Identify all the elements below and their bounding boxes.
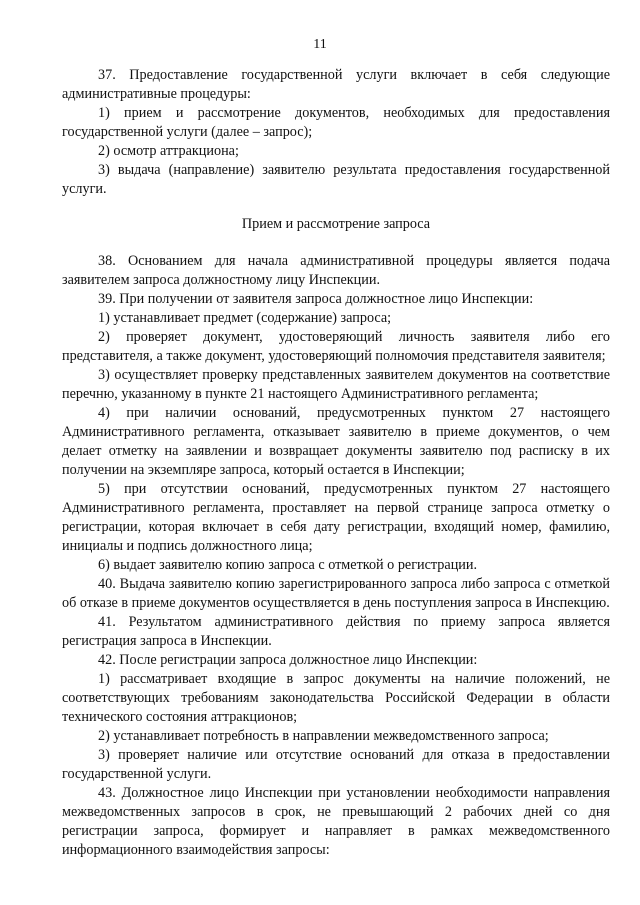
list-item-42-3: 3) проверяет наличие или отсутствие оснований для отказа в предоставлении государственной услуги.: [62, 747, 610, 782]
document-body: [62, 66, 610, 860]
list-item-39-5: 5) при отсутствии оснований, предусмотренных пунктом 27 настоящего Административного регламента, проставляет на первой странице запроса отметку о регистрации, которая включает в себя дату регистрации, входящий номер, фамилию, инициалы и подпись должностного лица;: [62, 481, 610, 554]
list-item-37-2: 2) осмотр аттракциона;: [98, 143, 239, 159]
page-number: 11: [313, 37, 327, 52]
paragraph-37: 37. Предоставление государственной услуги включает в себя следующие административные процедуры:: [62, 67, 610, 102]
list-item-39-1: 1) устанавливает предмет (содержание) запроса;: [98, 310, 392, 326]
list-item-39-3: 3) осуществляет проверку представленных заявителем документов на соответствие перечню, указанному в пункте 21 настоящего Административного регламента;: [62, 367, 610, 402]
paragraph-43: 43. Должностное лицо Инспекции при установлении необходимости направления межведомственных запросов в срок, не превышающий 2 рабочих дней со дня регистрации запроса, формирует и направляет в рамках межведомственного информационного взаимодействия запросы:: [62, 785, 610, 858]
list-item-39-2: 2) проверяет документ, удостоверяющий личность заявителя либо его представителя, а также документ, удостоверяющий полномочия представителя заявителя;: [62, 329, 610, 364]
list-item-42-1: 1) рассматривает входящие в запрос документы на наличие положений, не соответствующих требованиям законодательства Российской Федерации в области технического состояния аттракционов;: [62, 671, 610, 725]
list-item-42-2: 2) устанавливает потребность в направлении межведомственного запроса;: [98, 728, 549, 744]
paragraph-39: 39. При получении от заявителя запроса должностное лицо Инспекции:: [98, 291, 534, 307]
list-item-37-3: 3) выдача (направление) заявителю результата предоставления государственной услуги.: [62, 162, 610, 197]
list-item-37-1: 1) прием и рассмотрение документов, необходимых для предоставления государственной услуги (далее – запрос);: [62, 105, 610, 140]
paragraph-40: 40. Выдача заявителю копию зарегистрированного запроса либо запроса с отметкой об отказе в приеме документов осуществляется в день поступления запроса в Инспекцию.: [62, 576, 610, 611]
paragraph-42: 42. После регистрации запроса должностное лицо Инспекции:: [98, 652, 478, 668]
paragraph-41: 41. Результатом административного действия по приему запроса является регистрация запроса в Инспекции.: [62, 614, 610, 649]
list-item-39-4: 4) при наличии оснований, предусмотренных пунктом 27 настоящего Административного регламента, отказывает заявителю в приеме документов, о чем делает отметку на заявлении и возвращает документы заявителю под расписку в их получении на экземпляре запроса, который остается в Инспекции;: [62, 405, 610, 478]
paragraph-38: 38. Основанием для начала административной процедуры является подача заявителем запроса должностному лицу Инспекции.: [62, 253, 610, 288]
section-heading: Прием и рассмотрение запроса: [241, 216, 431, 232]
list-item-39-6: 6) выдает заявителю копию запроса с отметкой о регистрации.: [98, 557, 478, 573]
